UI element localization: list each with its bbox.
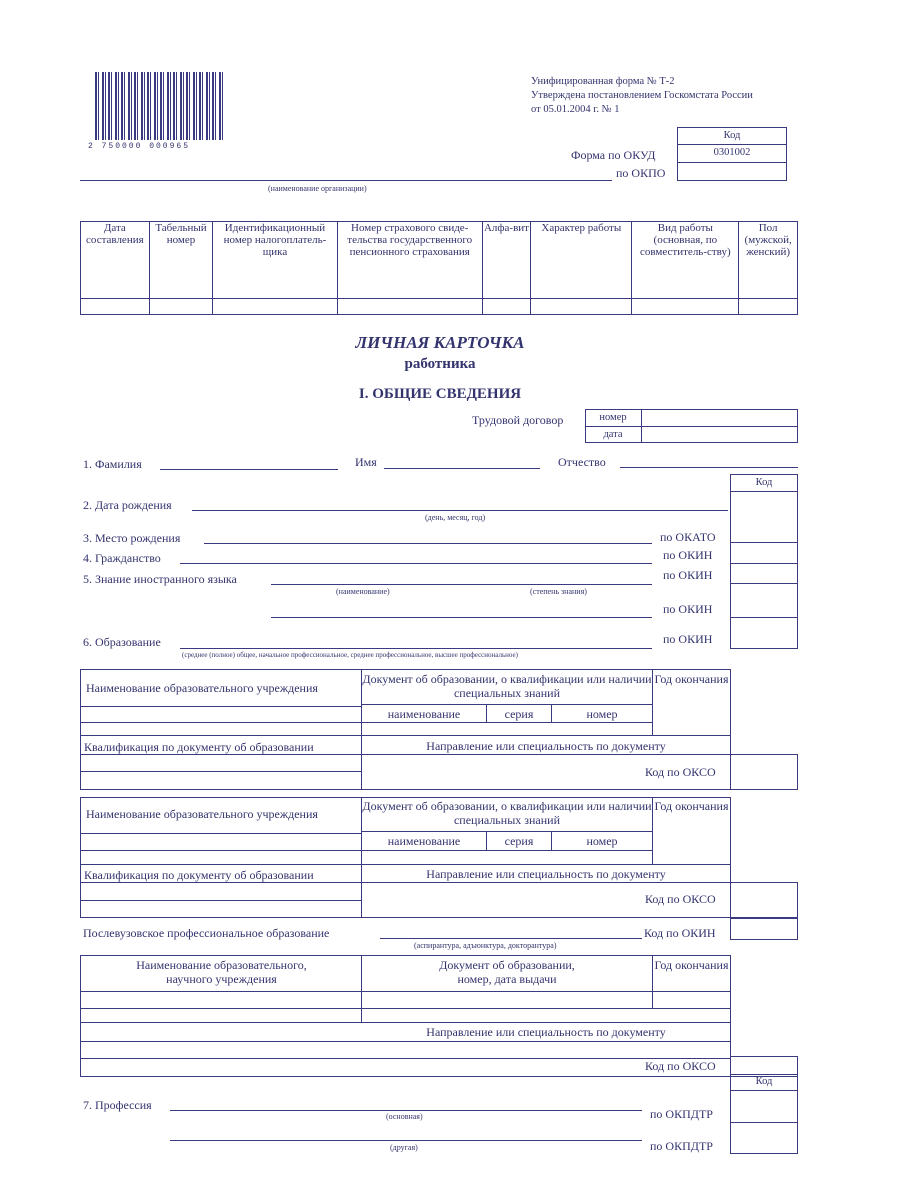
cell-inn[interactable] xyxy=(213,299,337,315)
code-label: Код xyxy=(723,130,741,141)
edu2-doc-series: серия xyxy=(504,834,534,848)
cell-work-type[interactable] xyxy=(632,299,739,315)
profession-main-input[interactable] xyxy=(170,1110,642,1111)
card-title: ЛИЧНАЯ КАРТОЧКА xyxy=(355,333,525,352)
edu1-okso-label: Код по ОКСО xyxy=(645,765,716,779)
code-column xyxy=(730,474,798,649)
language-level-caption: (степень знания) xyxy=(530,587,587,596)
contract-date-label: дата xyxy=(603,429,623,440)
top-table xyxy=(80,221,798,315)
header-alphabet: Алфа-вит xyxy=(482,222,530,299)
edu2-okso-label: Код по ОКСО xyxy=(645,892,716,906)
surname-input[interactable] xyxy=(160,469,338,470)
okin-label-3: по ОКИН xyxy=(663,602,713,616)
education-label: 6. Образование xyxy=(83,635,161,649)
okin-label-1: по ОКИН xyxy=(663,548,713,562)
okpdtr-label-1: по ОКПДТР xyxy=(650,1107,713,1121)
org-name-line[interactable] xyxy=(80,180,612,181)
header-work-type: Вид работы (основная, по совместитель-ству) xyxy=(632,222,739,299)
header-tab-number: Табельный номер xyxy=(149,222,213,299)
postgrad-institution-header: Наименование образовательного, научного учреждения xyxy=(136,958,307,986)
approved-label: Утверждена постановлением Госкомстата России xyxy=(531,90,753,101)
postgrad-year-header: Год окончания xyxy=(654,958,729,972)
header-work-nature: Характер работы xyxy=(531,222,632,299)
birth-date-caption: (день, месяц, год) xyxy=(425,513,486,522)
header-sex: Пол (мужской, женский) xyxy=(739,222,798,299)
edu1-year-header: Год окончания xyxy=(654,672,729,686)
contract-number-input[interactable] xyxy=(642,410,797,426)
contract-label: Трудовой договор xyxy=(472,413,564,427)
okud-label: Форма по ОКУД xyxy=(571,148,656,162)
postgrad-caption: (аспирантура, адъюнктура, докторантура) xyxy=(414,941,557,950)
header-date: Дата составления xyxy=(81,222,150,299)
surname-label: 1. Фамилия xyxy=(83,457,142,471)
edu2-doc-name: наименование xyxy=(387,834,461,848)
cell-sex[interactable] xyxy=(739,299,798,315)
edu2-institution-header: Наименование образовательного учреждения xyxy=(86,807,318,821)
okso-box-2 xyxy=(730,882,798,918)
postgrad-label: Послевузовское профессиональное образование xyxy=(83,926,330,940)
postgrad-okin-label: Код по ОКИН xyxy=(644,926,716,940)
citizenship-input[interactable] xyxy=(180,563,652,564)
cell-alphabet[interactable] xyxy=(482,299,530,315)
citizenship-label: 4. Гражданство xyxy=(83,551,161,565)
contract-number-label: номер xyxy=(599,412,627,423)
edu1-doc-series: серия xyxy=(504,707,534,721)
edu2-year-header: Год окончания xyxy=(654,799,729,813)
name-input[interactable] xyxy=(384,468,540,469)
edu1-direction-header: Направление или специальность по документу xyxy=(426,739,666,753)
education-input[interactable] xyxy=(180,648,652,649)
barcode xyxy=(95,72,225,140)
edu1-doc-number: номер xyxy=(586,707,618,721)
language-name-caption: (наименование) xyxy=(336,587,390,596)
okin-label-4: по ОКИН xyxy=(663,632,713,646)
approved-date: от 05.01.2004 г. № 1 xyxy=(531,104,620,115)
profession-other-caption: (другая) xyxy=(390,1143,418,1152)
edu2-direction-header: Направление или специальность по документу xyxy=(426,867,666,881)
cell-work-nature[interactable] xyxy=(531,299,632,315)
org-caption: (наименование организации) xyxy=(268,184,367,193)
postgrad-okso-label: Код по ОКСО xyxy=(645,1059,716,1073)
edu1-doc-name: наименование xyxy=(387,707,461,721)
name-label: Имя xyxy=(355,455,377,469)
profession-label: 7. Профессия xyxy=(83,1098,152,1112)
birth-date-input[interactable] xyxy=(192,510,728,511)
header-inn: Идентификационный номер налогоплатель-щика xyxy=(213,222,337,299)
cell-date[interactable] xyxy=(81,299,150,315)
postgrad-input[interactable] xyxy=(380,938,642,939)
birth-place-input[interactable] xyxy=(204,543,652,544)
patronymic-input[interactable] xyxy=(620,467,798,468)
cell-snils[interactable] xyxy=(337,299,482,315)
okpo-label: по ОКПО xyxy=(616,166,666,180)
postgrad-document-header: Документ об образовании, номер, дата выдачи xyxy=(439,958,575,986)
section-title: I. ОБЩИЕ СВЕДЕНИЯ xyxy=(358,386,522,402)
okpdtr-label-2: по ОКПДТР xyxy=(650,1139,713,1153)
okato-label: по ОКАТО xyxy=(660,530,716,544)
edu2-doc-number: номер xyxy=(586,834,618,848)
code-column-label: Код xyxy=(755,477,773,488)
okin-label-2: по ОКИН xyxy=(663,568,713,582)
postgrad-direction-header: Направление или специальность по документу xyxy=(426,1025,666,1039)
barcode-number: 2 750000 000965 xyxy=(88,142,191,151)
unified-form-label: Унифицированная форма № Т-2 xyxy=(531,76,675,87)
edu1-document-header: Документ об образовании, о квалификации или наличии специальных знаний xyxy=(362,672,652,700)
edu2-qualification-header: Квалификация по документу об образовании xyxy=(84,868,314,882)
card-subtitle: работника xyxy=(404,356,476,372)
cell-tab-number[interactable] xyxy=(149,299,213,315)
edu1-institution-header: Наименование образовательного учреждения xyxy=(86,681,318,695)
language-label: 5. Знание иностранного языка xyxy=(83,572,237,586)
language-input-2[interactable] xyxy=(271,617,652,618)
okud-value: 0301002 xyxy=(713,147,751,158)
profession-main-caption: (основная) xyxy=(386,1112,423,1121)
header-snils: Номер страхового свиде-тельства государственного пенсионного страхования xyxy=(337,222,482,299)
contract-date-input[interactable] xyxy=(642,427,797,443)
edu1-qualification-header: Квалификация по документу об образовании xyxy=(84,740,314,754)
birth-place-label: 3. Место рождения xyxy=(83,531,181,545)
education-caption: (среднее (полное) общее, начальное профессиональное, среднее профессиональное, высшее профессиональное) xyxy=(182,651,518,659)
patronymic-label: Отчество xyxy=(558,455,606,469)
language-input[interactable] xyxy=(271,584,652,585)
profession-code-label: Код xyxy=(755,1076,773,1087)
okso-box-1 xyxy=(730,754,798,790)
profession-other-input[interactable] xyxy=(170,1140,642,1141)
postgrad-okin-box xyxy=(730,918,798,940)
birth-date-label: 2. Дата рождения xyxy=(83,498,172,512)
edu2-document-header: Документ об образовании, о квалификации или наличии специальных знаний xyxy=(362,799,652,827)
